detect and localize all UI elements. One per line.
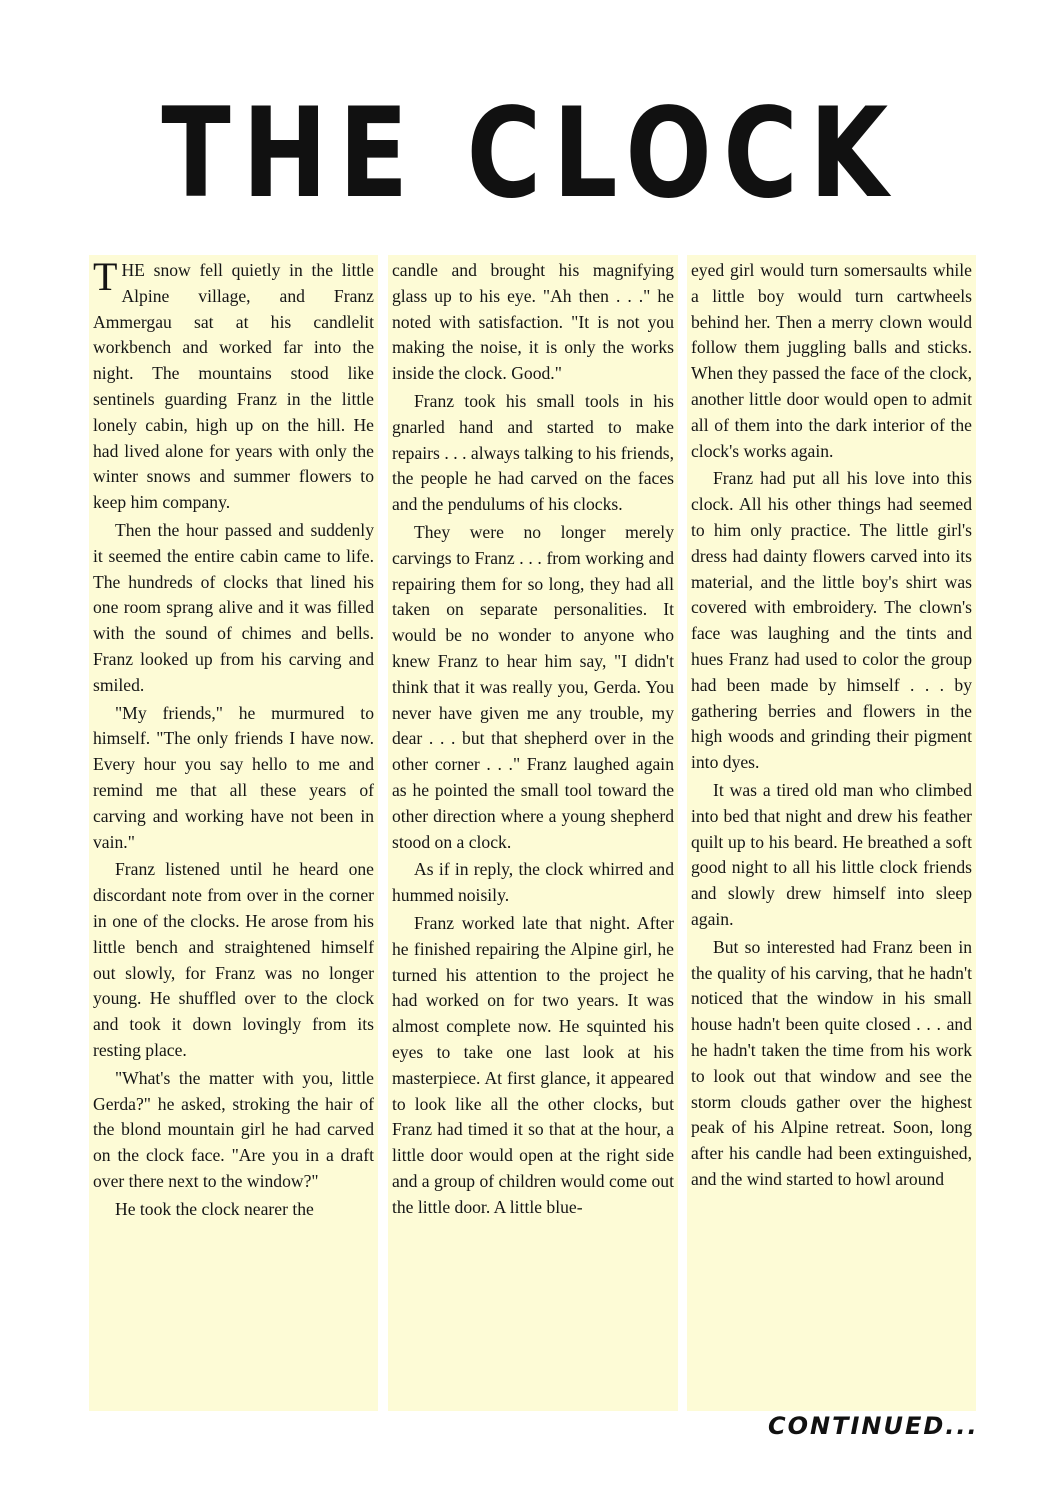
paragraph: Franz worked late that night. After he finished repairing the Alpine girl, he turned his attention to the project he had worked on for two years. It was almost complete now. He squinted his eyes to take one last look at his masterpiece. At first glance, it appeared to look like all the other clocks, but Franz had timed it so that at the hour, a little door would open at the right side and a group of children would come out the little door. A little blue-: [392, 912, 674, 1217]
story-title: THE CLOCK: [161, 82, 900, 226]
text-column-2: [388, 255, 678, 1411]
paragraph: Franz listened until he heard one discordant note from over in the corner in one of the clocks. He arose from his little bench and straightened himself out slowly, for Franz was no longer young. He shuffled over to the clock and took it down lovingly from its resting place.: [93, 859, 374, 1060]
drop-cap: T: [93, 255, 118, 299]
continued-label: CONTINUED...: [768, 1412, 979, 1440]
paragraph: "My friends," he murmured to himself. "The only friends I have now. Every hour you say hello to me and remind me that all these years of carving and working have not been in vain.": [93, 702, 374, 852]
paragraph: He took the clock nearer the: [115, 1198, 314, 1219]
paragraph: But so interested had Franz been in the quality of his carving, that he hadn't noticed that the window in his small house hadn't been quite closed . . . and he hadn't taken the time from his work to look out that window and see the storm clouds gather over the highest peak of his Alpine retreat. Soon, long after his candle had been extinguished, and the wind started to howl around: [691, 936, 972, 1189]
text-column-3: [687, 255, 976, 1411]
text-column-1: [89, 255, 378, 1411]
paragraph: As if in reply, the clock whirred and hummed noisily.: [392, 859, 674, 906]
paragraph: It was a tired old man who climbed into bed that night and drew his feather quilt up to his beard. He breathed a soft good night to all his little clock friends and slowly drew himself into sleep again.: [691, 779, 972, 929]
paragraph: Franz took his small tools in his gnarled hand and started to make repairs . . . always talking to his friends, the people he had carved on the faces and the pendulums of his clocks.: [392, 390, 674, 515]
paragraph: candle and brought his magnifying glass up to his eye. "Ah then . . ." he noted with satisfaction. "It is not you making the noise, it is only the works inside the clock. Good.": [392, 260, 674, 384]
paragraph: eyed girl would turn somersaults while a little boy would turn cartwheels behind her. Then a merry clown would follow them juggling balls and sticks. When they passed the face of the clock, another little door would open to admit all of them into the dark interior of the clock's works again.: [691, 260, 972, 461]
paragraph: Franz had put all his love into this clock. All his other things had seemed to him only practice. The little girl's dress had dainty flowers carved into its material, and the little boy's shirt was covered with embroidery. The clown's face was laughing and the tints and hues Franz had used to color the group had been made by himself . . . by gathering berries and flowers in the high woods and grinding their pigment into dyes.: [691, 468, 972, 773]
paragraph: Then the hour passed and suddenly it seemed the entire cabin came to life. The hundreds of clocks that lined his one room sprang alive and it was filled with the sound of chimes and bells. Franz looked up from his carving and smiled.: [93, 519, 374, 695]
paragraph: They were no longer merely carvings to Franz . . . from working and repairing them for so long, they had all taken on separate personalities. It would be no wonder to anyone who knew Franz to hear him say, "I didn't think that it was really you, Gerda. You never have given me any trouble, my dear . . . but that shepherd over in the other corner . . ." Franz laughed again as he pointed the small tool toward the other direction where a young shepherd stood on a clock.: [392, 521, 674, 852]
paragraph: THE snow fell quietly in the little Alpine village, and Franz Ammergau sat at his candlelit workbench and worked far into the night. The mountains stood like sentinels guarding Franz in the little lonely cabin, high up on the hill. He had lived alone for years with only the winter snows and summer flowers to keep him company.: [93, 255, 374, 513]
paragraph: "What's the matter with you, little Gerda?" he asked, stroking the hair of the blond mountain girl he had carved on the clock face. "Are you in a draft over there next to the window?": [93, 1067, 374, 1191]
